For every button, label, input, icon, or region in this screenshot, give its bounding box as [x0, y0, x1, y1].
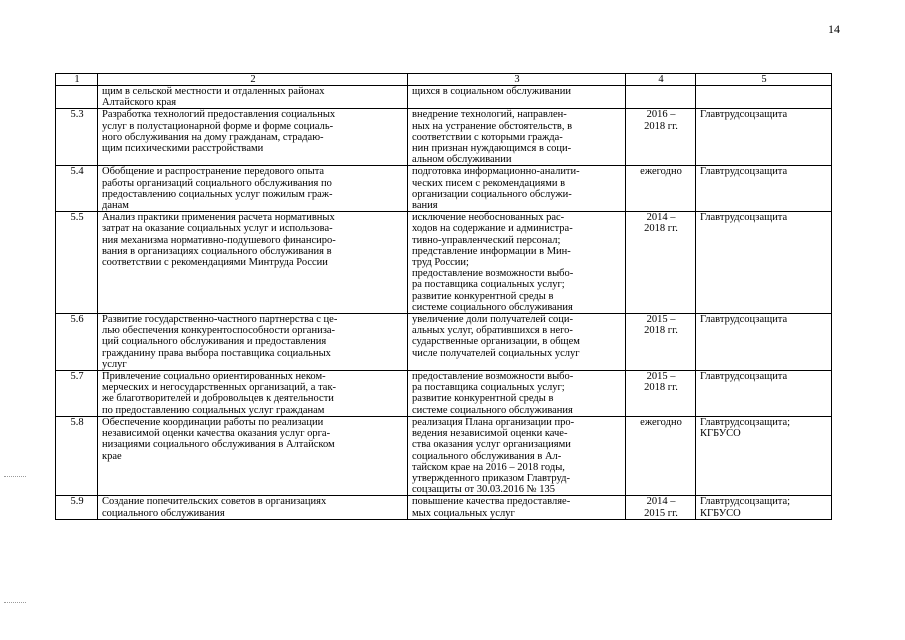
cell-term-line: 2016 – — [646, 109, 676, 121]
cell-task-line: услуг — [102, 358, 127, 370]
cell-executor-line: Главтрудсоцзащита — [700, 371, 788, 383]
cell-result-line: системе социального обслуживания — [412, 301, 573, 313]
cell-executor — [696, 166, 832, 212]
cell-term-line: 2018 гг. — [644, 325, 678, 337]
cell-term — [626, 86, 696, 109]
cell-task-line: по предоставлению социальных услуг гражданам — [102, 404, 325, 416]
cell-task-line: Привлечение социально ориентированных неком- — [102, 371, 326, 383]
measures-table — [55, 73, 832, 520]
cell-task-line: гражданину права выбора поставщика социальных — [102, 347, 331, 359]
header-cell-num: 1 — [56, 74, 98, 86]
cell-task — [98, 166, 408, 212]
cell-term-line: 2015 гг. — [644, 507, 678, 519]
cell-result-line: предоставление возможности выбо- — [412, 268, 574, 280]
cell-term-line: 2018 гг. — [644, 120, 678, 132]
cell-result-line: социального обслуживания в Ал- — [412, 450, 562, 462]
cell-term-line: 2014 – — [646, 496, 676, 508]
cell-task-line: вания в организациях социального обслуживания в — [102, 245, 332, 257]
table-row — [56, 166, 832, 212]
cell-executor — [696, 212, 832, 314]
cell-result-line: ных на устранение обстоятельств, в — [412, 120, 573, 132]
cell-number: 5.7 — [56, 371, 98, 417]
cell-task — [98, 371, 408, 417]
cell-result — [408, 371, 626, 417]
cell-result-line: подготовка информационно-аналити- — [412, 166, 580, 178]
cell-term-line: ежегодно — [640, 166, 682, 178]
header-cell-task: 2 — [98, 74, 408, 86]
cell-result-line: труд России; — [412, 257, 469, 269]
cell-result-line: вания — [412, 200, 438, 212]
cell-task-line: низациями социального обслуживания в Алтайском — [102, 439, 335, 451]
cell-term-line: 2018 гг. — [644, 382, 678, 394]
table-body — [56, 74, 832, 520]
cell-task-line: соответствии с рекомендациями Минтруда России — [102, 257, 328, 269]
cell-number: 5.6 — [56, 314, 98, 371]
cell-result-line: исключение необоснованных рас- — [412, 212, 565, 224]
cell-term-line: 2018 гг. — [644, 223, 678, 235]
margin-mark — [4, 602, 26, 604]
cell-result-line: внедрение технологий, направлен- — [412, 109, 567, 121]
cell-task-line: Создание попечительских советов в организациях — [102, 496, 327, 508]
cell-result-line: щихся в социальном обслуживании — [412, 86, 572, 97]
cell-task-line: данам — [102, 200, 129, 212]
cell-result-line: развитие конкурентной среды в — [412, 393, 554, 405]
header-cell-term: 4 — [626, 74, 696, 86]
cell-result — [408, 416, 626, 495]
table-row — [56, 86, 832, 109]
cell-task-line: Обобщение и распространение передового опыта — [102, 166, 325, 178]
cell-result-line: альном обслуживании — [412, 154, 512, 166]
cell-term-line: 2014 – — [646, 212, 676, 224]
table-header-row — [56, 74, 832, 86]
cell-result-line: ческих писем с рекомендациями в — [412, 177, 566, 189]
cell-term — [626, 416, 696, 495]
cell-executor-line: Главтрудсоцзащита; — [700, 416, 791, 428]
table-row — [56, 109, 832, 166]
cell-executor — [696, 371, 832, 417]
cell-term — [626, 166, 696, 212]
header-cell-executor: 5 — [696, 74, 832, 86]
cell-number — [56, 86, 98, 109]
table-row — [56, 314, 832, 371]
cell-task-line: услуг в полустационарной форме и форме социаль- — [102, 120, 334, 132]
cell-task-line: ния механизма нормативно-подушевого финансиро- — [102, 234, 336, 246]
cell-task — [98, 212, 408, 314]
cell-task-line: работы организаций социального обслуживания по — [102, 177, 332, 189]
cell-task-line: ций социального обслуживания и предоставления — [102, 336, 327, 348]
cell-term-line: 2015 – — [646, 371, 676, 383]
cell-term — [626, 109, 696, 166]
cell-task — [98, 109, 408, 166]
cell-executor-line: КГБУСО — [700, 507, 741, 519]
cell-task — [98, 496, 408, 519]
cell-number: 5.9 — [56, 496, 98, 519]
cell-result-line: системе социального обслуживания — [412, 404, 573, 416]
table-row — [56, 496, 832, 519]
cell-result-line: тивно-управленческий персонал; — [412, 234, 561, 246]
cell-result-line: мых социальных услуг — [412, 507, 515, 519]
table-row — [56, 212, 832, 314]
cell-task-line: щим психическими расстройствами — [102, 143, 264, 155]
table-row — [56, 371, 832, 417]
cell-task-line: независимой оценки качества оказания услуг орга- — [102, 428, 331, 440]
cell-result-line: ства оказания услуг организациями — [412, 439, 571, 451]
cell-task-line: щим в сельской местности и отдаленных районах — [102, 86, 325, 97]
table-row — [56, 416, 832, 495]
cell-executor-line: Главтрудсоцзащита — [700, 109, 788, 121]
cell-result — [408, 86, 626, 109]
cell-result-line: соцзащиты от 30.03.2016 № 135 — [412, 484, 556, 496]
cell-task-line: социального обслуживания — [102, 507, 225, 519]
cell-task-line: лью обеспечения конкурентоспособности организа- — [102, 325, 335, 337]
cell-task-line: крае — [102, 450, 122, 462]
header-cell-result: 3 — [408, 74, 626, 86]
cell-result-line: ведения независимой оценки каче- — [412, 428, 568, 440]
cell-result-line: сударственные организации, в общем — [412, 336, 580, 348]
cell-number: 5.4 — [56, 166, 98, 212]
cell-task — [98, 86, 408, 109]
cell-term — [626, 212, 696, 314]
cell-number: 5.8 — [56, 416, 98, 495]
cell-executor — [696, 86, 832, 109]
cell-term — [626, 371, 696, 417]
cell-executor-line: Главтрудсоцзащита — [700, 314, 788, 326]
cell-result — [408, 109, 626, 166]
cell-executor-line: Главтрудсоцзащита — [700, 166, 788, 178]
cell-executor — [696, 109, 832, 166]
cell-task-line: затрат на оказание социальных услуг и использова- — [102, 223, 333, 235]
margin-mark — [4, 476, 26, 478]
cell-task-line: же благотворителей и добровольцев к деятельности — [102, 393, 334, 405]
cell-result-line: предоставление возможности выбо- — [412, 371, 574, 383]
cell-result-line: увеличение доли получателей соци- — [412, 314, 573, 326]
cell-result-line: представление информации в Мин- — [412, 245, 571, 257]
cell-task-line: Обеспечение координации работы по реализации — [102, 416, 324, 428]
cell-executor-line: КГБУСО — [700, 428, 741, 440]
cell-result-line: повышение качества предоставляе- — [412, 496, 571, 508]
cell-result-line: ра поставщика социальных услуг; — [412, 279, 565, 291]
cell-number: 5.5 — [56, 212, 98, 314]
cell-task-line: Анализ практики применения расчета нормативных — [102, 212, 335, 224]
cell-result-line: ходов на содержание и администра- — [412, 223, 573, 235]
cell-result-line: тайском крае на 2016 – 2018 годы, — [412, 461, 565, 473]
cell-executor — [696, 496, 832, 519]
cell-task-line: Алтайского края — [102, 97, 177, 109]
cell-result — [408, 314, 626, 371]
cell-executor-line: Главтрудсоцзащита; — [700, 496, 791, 508]
cell-result — [408, 166, 626, 212]
cell-term-line: ежегодно — [640, 416, 682, 428]
cell-task — [98, 314, 408, 371]
cell-result-line: соответствии с которыми гражда- — [412, 131, 563, 143]
cell-term — [626, 314, 696, 371]
cell-result-line: ра поставщика социальных услуг; — [412, 382, 565, 394]
cell-task-line: предоставлению социальных услуг пожилым граж- — [102, 188, 333, 200]
cell-result — [408, 212, 626, 314]
cell-term-line: 2015 – — [646, 314, 676, 326]
cell-result-line: альных услуг, обратившихся в него- — [412, 325, 573, 337]
cell-result-line: реализация Плана организации про- — [412, 416, 575, 428]
cell-result-line: утвержденного приказом Главтруд- — [412, 472, 570, 484]
cell-task-line: Развитие государственно-частного партнерства с це- — [102, 314, 338, 326]
cell-executor — [696, 314, 832, 371]
cell-task-line: Разработка технологий предоставления социальных — [102, 109, 336, 121]
cell-result-line: нин признан нуждающимся в соци- — [412, 143, 572, 155]
cell-term — [626, 496, 696, 519]
cell-number: 5.3 — [56, 109, 98, 166]
cell-result-line: развитие конкурентной среды в — [412, 290, 554, 302]
cell-result-line: числе получателей социальных услуг — [412, 347, 580, 359]
cell-task-line: мерческих и негосударственных организаций, а так- — [102, 382, 337, 394]
page-number: 14 — [828, 22, 840, 36]
cell-executor — [696, 416, 832, 495]
cell-executor-line: Главтрудсоцзащита — [700, 212, 788, 224]
cell-result-line: организации социального обслужи- — [412, 188, 572, 200]
cell-result — [408, 496, 626, 519]
cell-task-line: ного обслуживания на дому гражданам, страдаю- — [102, 131, 324, 143]
cell-task — [98, 416, 408, 495]
